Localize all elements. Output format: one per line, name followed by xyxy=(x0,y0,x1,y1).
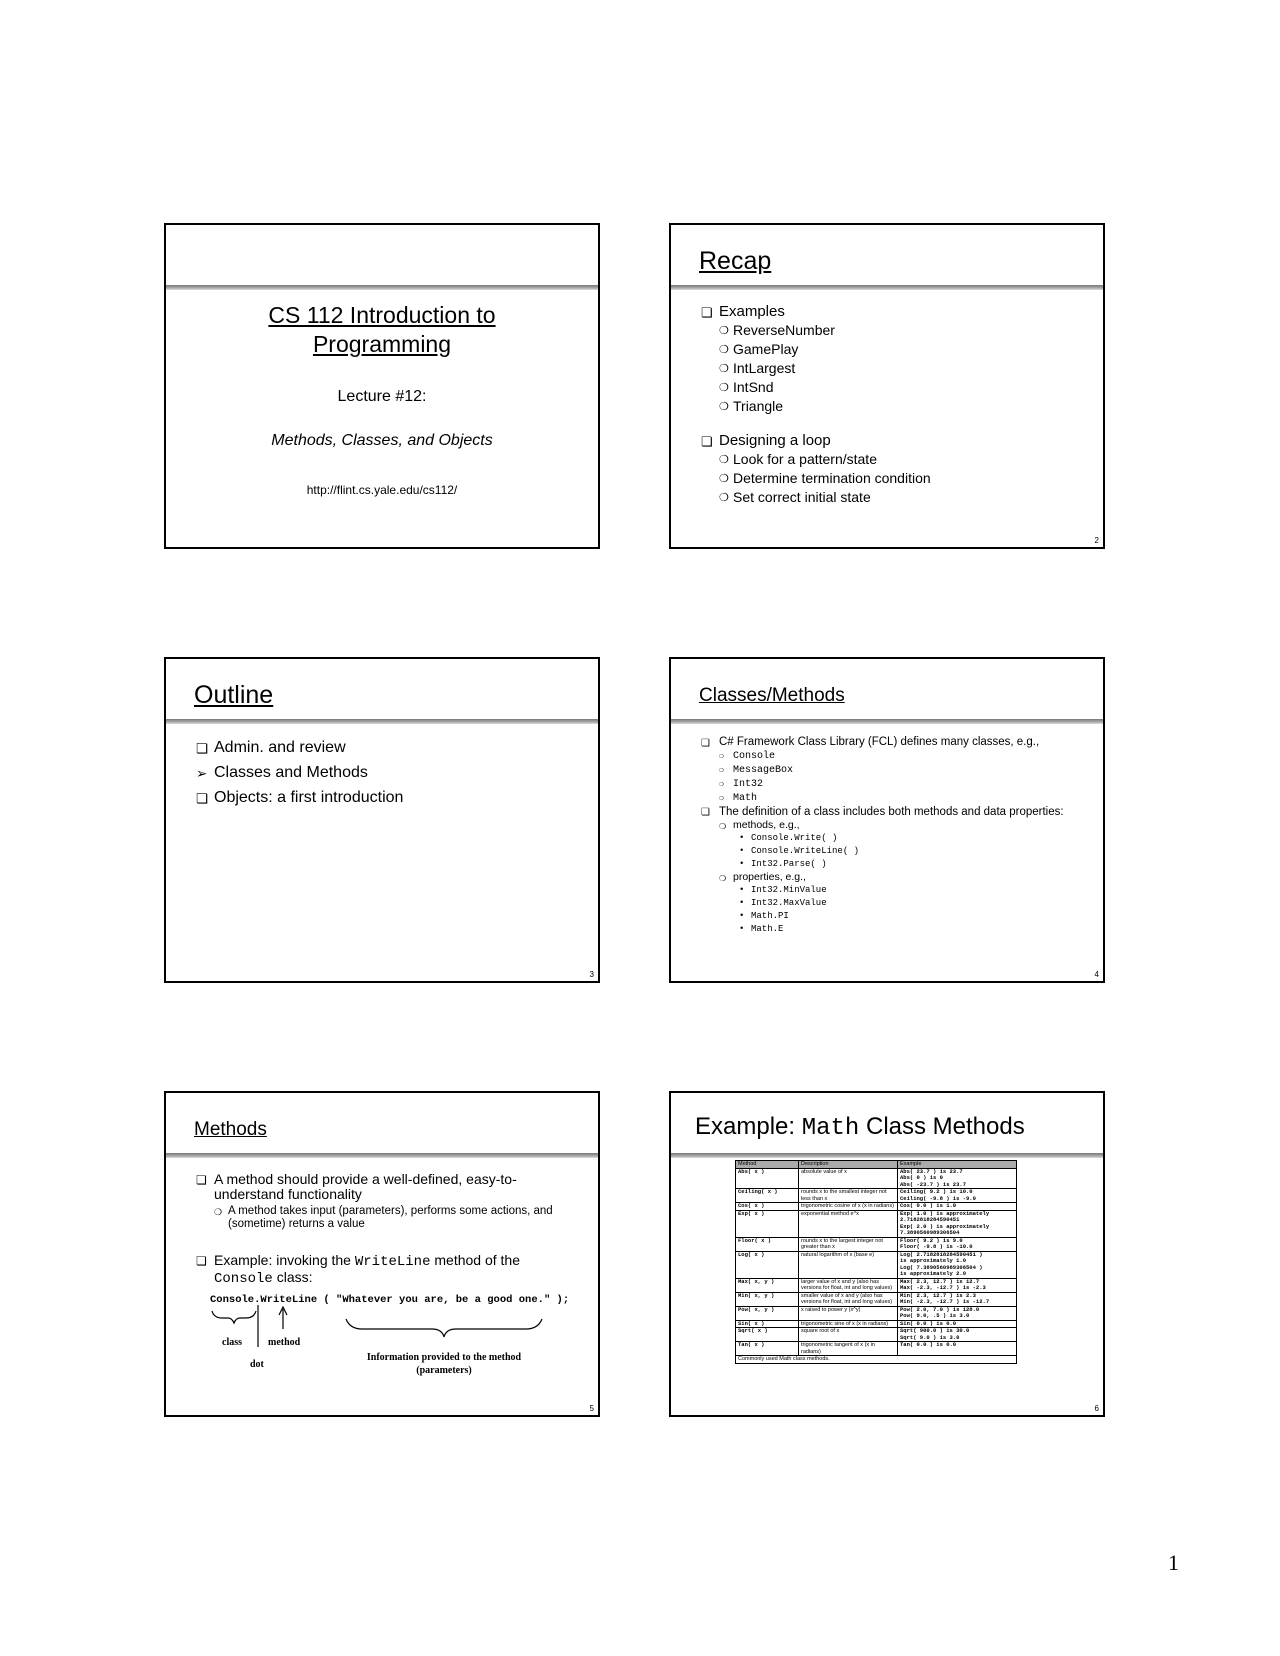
method-cell: Sin( x ) xyxy=(736,1320,799,1328)
slide-number: 4 xyxy=(1094,970,1099,979)
table-row xyxy=(736,1203,1017,1211)
outline-item: ❏ Objects: a first introduction xyxy=(196,785,403,810)
table-row xyxy=(736,1189,1017,1203)
label-parameters: Information provided to the method (parameters) xyxy=(366,1352,522,1376)
description-cell: square root of x xyxy=(799,1328,898,1342)
example-line: Tan( 0.0 ) is 0.0 xyxy=(900,1341,957,1348)
header-example: Example xyxy=(898,1161,1017,1169)
method-cell: Ceiling( x ) xyxy=(736,1189,799,1203)
example-line: Min( 2.3, 12.7 ) is 2.3 xyxy=(900,1291,976,1299)
list-item: ❍ IntLargest xyxy=(719,359,931,378)
table-row xyxy=(736,1210,1017,1237)
slide-title: Outline xyxy=(194,681,274,709)
property-item: • Int32.MaxValue xyxy=(739,897,1091,910)
method-item: • Int32.Parse( ) xyxy=(739,858,1091,871)
title-rule xyxy=(671,285,1103,290)
example-cell xyxy=(898,1189,1017,1203)
table-row xyxy=(736,1237,1017,1251)
method-cell: Cos( x ) xyxy=(736,1203,799,1211)
example-line: Max( -2.3, -12.7 ) is -2.3 xyxy=(900,1284,986,1291)
slide-title: Classes/Methods xyxy=(699,685,845,706)
list-item: ❍ Look for a pattern/state xyxy=(719,450,931,469)
example-line: Abs( 0 ) is 0 xyxy=(900,1174,943,1181)
list-item: ❍ GamePlay xyxy=(719,340,931,359)
list-item: ❍ Set correct initial state xyxy=(719,488,931,507)
class-item: ❍ MessageBox xyxy=(719,764,1091,778)
method-cell: Tan( x ) xyxy=(736,1342,799,1356)
header-description: Description xyxy=(799,1161,898,1169)
method-cell: Max( x, y ) xyxy=(736,1278,799,1292)
title-rule xyxy=(166,719,598,724)
table-row xyxy=(736,1292,1017,1306)
label-method: method xyxy=(268,1337,301,1348)
description-cell: rounds x to the smallest integer not less than x xyxy=(799,1189,898,1203)
outline-item: ❏ Admin. and review xyxy=(196,735,403,760)
description-cell: exponential method e^x xyxy=(799,1210,898,1237)
example-cell xyxy=(898,1168,1017,1189)
description-cell: trigonometric tangent of x (x in radians) xyxy=(799,1342,898,1356)
slide-title: Example: Math Class Methods xyxy=(695,1113,1025,1142)
example-line: is approximately 2.0 xyxy=(900,1270,967,1277)
description-cell: trigonometric cosine of x (x in radians) xyxy=(799,1203,898,1211)
class-item: ❍ Int32 xyxy=(719,778,1091,792)
example-line: Exp( 2.0 ) is approximately xyxy=(900,1222,990,1230)
example-line: Sqrt( 9.0 ) is 3.0 xyxy=(900,1333,960,1341)
slide-title: Recap xyxy=(699,247,772,275)
example-cell xyxy=(898,1328,1017,1342)
list-item: ❍ Determine termination condition xyxy=(719,469,931,488)
code-example: Console.WriteLine ( "Whatever you are, be a good one." ); xyxy=(210,1294,570,1306)
class-item: ❍ Console xyxy=(719,750,1091,764)
methods-label: ❍ methods, e.g., • Console.Write( ) • Console.WriteLine( ) • Int32.Parse( ) xyxy=(719,819,1091,871)
list-item: ❍ IntSnd xyxy=(719,378,931,397)
table-row xyxy=(736,1320,1017,1328)
course-url: http://flint.cs.yale.edu/cs112/ xyxy=(306,483,458,497)
table-row xyxy=(736,1168,1017,1189)
table-row xyxy=(736,1328,1017,1342)
title-rule xyxy=(671,719,1103,724)
bullet-examples: ❏ Examples ❍ ReverseNumber ❍ GamePlay ❍ IntLargest ❍ IntSnd ❍ Triangle xyxy=(701,302,931,416)
description-cell: absolute value of x xyxy=(799,1168,898,1189)
bullet-fcl: ❏ C# Framework Class Library (FCL) defines many classes, e.g., ❍ Console ❍ MessageBox ❍ Int32 ❍ Math xyxy=(701,736,1091,806)
example-line: Ceiling( -9.8 ) is -9.0 xyxy=(900,1194,976,1202)
slide-number: 3 xyxy=(589,970,594,979)
bullet-designing-loop: ❏ Designing a loop ❍ Look for a pattern/state ❍ Determine termination condition ❍ Set correct initial state xyxy=(701,431,931,507)
slide-number: 6 xyxy=(1094,1404,1099,1413)
slide-5 xyxy=(164,1091,600,1417)
example-line: Abs( 23.7 ) is 23.7 xyxy=(900,1167,963,1175)
table-row xyxy=(736,1251,1017,1278)
slide-3 xyxy=(164,657,600,983)
description-cell: larger value of x and y (also has versions for float, int and long values) xyxy=(799,1278,898,1292)
example-line: Floor( 9.2 ) is 9.0 xyxy=(900,1236,963,1244)
bullet-method-definition: ❏ A method should provide a well-defined, easy-to-understand functionality ❍ A method takes input (parameters), performs some actions, and (sometime) returns a value xyxy=(196,1172,568,1231)
example-line: Cos( 0.0 ) is 1.0 xyxy=(900,1202,957,1209)
lecture-subtitle: Methods, Classes, and Objects xyxy=(271,432,493,449)
slide-1 xyxy=(164,223,600,549)
method-cell: Min( x, y ) xyxy=(736,1292,799,1306)
method-cell: Floor( x ) xyxy=(736,1237,799,1251)
list-item: ❍ ReverseNumber xyxy=(719,321,931,340)
example-line: Pow( 9.0, .5 ) is 3.0 xyxy=(900,1312,970,1319)
slide-2 xyxy=(669,223,1105,549)
course-title: CS 112 Introduction to Programming xyxy=(268,302,496,357)
table-row xyxy=(736,1342,1017,1356)
example-cell xyxy=(898,1306,1017,1320)
example-line: Floor( -9.8 ) is -10.0 xyxy=(900,1243,973,1250)
slide-6 xyxy=(669,1091,1105,1417)
example-line: Abs( -23.7 ) is 23.7 xyxy=(900,1180,967,1188)
title-rule xyxy=(671,1153,1103,1158)
property-item: • Int32.MinValue xyxy=(739,884,1091,897)
example-line: Min( -2.3, -12.7 ) is -12.7 xyxy=(900,1298,990,1305)
label-class: class xyxy=(222,1337,242,1348)
description-cell: trigonometric sine of x (x in radians) xyxy=(799,1320,898,1328)
description-cell: natural logarithm of x (base e) xyxy=(799,1251,898,1278)
list-item: ❍ Triangle xyxy=(719,397,931,416)
example-cell xyxy=(898,1292,1017,1306)
bullet-example: ❏ Example: invoking the WriteLine method of the Console class: xyxy=(196,1253,568,1287)
property-item: • Math.PI xyxy=(739,910,1091,923)
math-methods-table-wrap xyxy=(735,1160,1017,1364)
slide-4 xyxy=(669,657,1105,983)
table-row xyxy=(736,1306,1017,1320)
example-line: 2.7182818284590451 xyxy=(900,1216,960,1223)
lecture-number: Lecture #12: xyxy=(337,388,427,405)
table-caption-row xyxy=(736,1356,1017,1364)
example-cell xyxy=(898,1342,1017,1356)
method-item: • Console.Write( ) xyxy=(739,832,1091,845)
example-line: is approximately 1.0 xyxy=(900,1257,967,1264)
example-line: 7.3890560989306504 xyxy=(900,1229,960,1236)
label-dot: dot xyxy=(250,1359,264,1370)
example-line: Pow( 2.0, 7.0 ) is 128.0 xyxy=(900,1305,980,1313)
method-cell: Exp( x ) xyxy=(736,1210,799,1237)
method-cell: Log( x ) xyxy=(736,1251,799,1278)
method-cell: Pow( x, y ) xyxy=(736,1306,799,1320)
description-cell: rounds x to the largest integer not greater than x xyxy=(799,1237,898,1251)
table-row xyxy=(736,1278,1017,1292)
method-detail: ❍ A method takes input (parameters), performs some actions, and (sometime) returns a value xyxy=(214,1205,568,1231)
bullet-class-definition: ❏ The definition of a class includes both methods and data properties: ❍ methods, e.g., • Console.Write( ) • Console.WriteLine( ) • Int32.Parse( ) ❍ properties, e.g., • Int32.MinValue • Int32.MaxValue • Math.PI • Math.E xyxy=(701,806,1091,937)
example-line: Max( 2.3, 12.7 ) is 12.7 xyxy=(900,1277,980,1285)
example-line: Log( 2.7182818284590451 ) xyxy=(900,1250,983,1258)
example-cell xyxy=(898,1203,1017,1211)
slide-number: 2 xyxy=(1094,536,1099,545)
outline-item-current: ➢ Classes and Methods xyxy=(196,760,403,785)
math-methods-table xyxy=(735,1160,1017,1364)
example-cell xyxy=(898,1237,1017,1251)
example-line: Sqrt( 900.0 ) is 30.0 xyxy=(900,1327,970,1334)
method-cell: Sqrt( x ) xyxy=(736,1328,799,1342)
table-header-row xyxy=(736,1161,1017,1169)
example-cell xyxy=(898,1210,1017,1237)
slide-number: 5 xyxy=(589,1404,594,1413)
description-cell: x raised to power y (x^y) xyxy=(799,1306,898,1320)
properties-label: ❍ properties, e.g., • Int32.MinValue • Int32.MaxValue • Math.PI • Math.E xyxy=(719,871,1091,936)
table-body xyxy=(736,1168,1017,1356)
table-caption: Commonly used Math class methods. xyxy=(736,1356,1017,1364)
property-item: • Math.E xyxy=(739,923,1091,936)
example-line: Ceiling( 9.2 ) is 10.0 xyxy=(900,1188,973,1195)
title-rule xyxy=(166,285,598,290)
page-number: 1 xyxy=(1168,1550,1179,1575)
example-cell xyxy=(898,1251,1017,1278)
header-method: Method xyxy=(736,1161,799,1169)
example-line: Exp( 1.0 ) is approximately xyxy=(900,1209,990,1217)
example-cell xyxy=(898,1278,1017,1292)
example-line: Log( 7.3890560989306504 ) xyxy=(900,1263,983,1271)
method-item: • Console.WriteLine( ) xyxy=(739,845,1091,858)
method-cell: Abs( x ) xyxy=(736,1168,799,1189)
class-item: ❍ Math xyxy=(719,792,1091,806)
description-cell: smaller value of x and y (also has versions for float, int and long values) xyxy=(799,1292,898,1306)
example-line: Sin( 0.0 ) is 0.0 xyxy=(900,1319,957,1327)
slide-title: Methods xyxy=(194,1119,267,1140)
